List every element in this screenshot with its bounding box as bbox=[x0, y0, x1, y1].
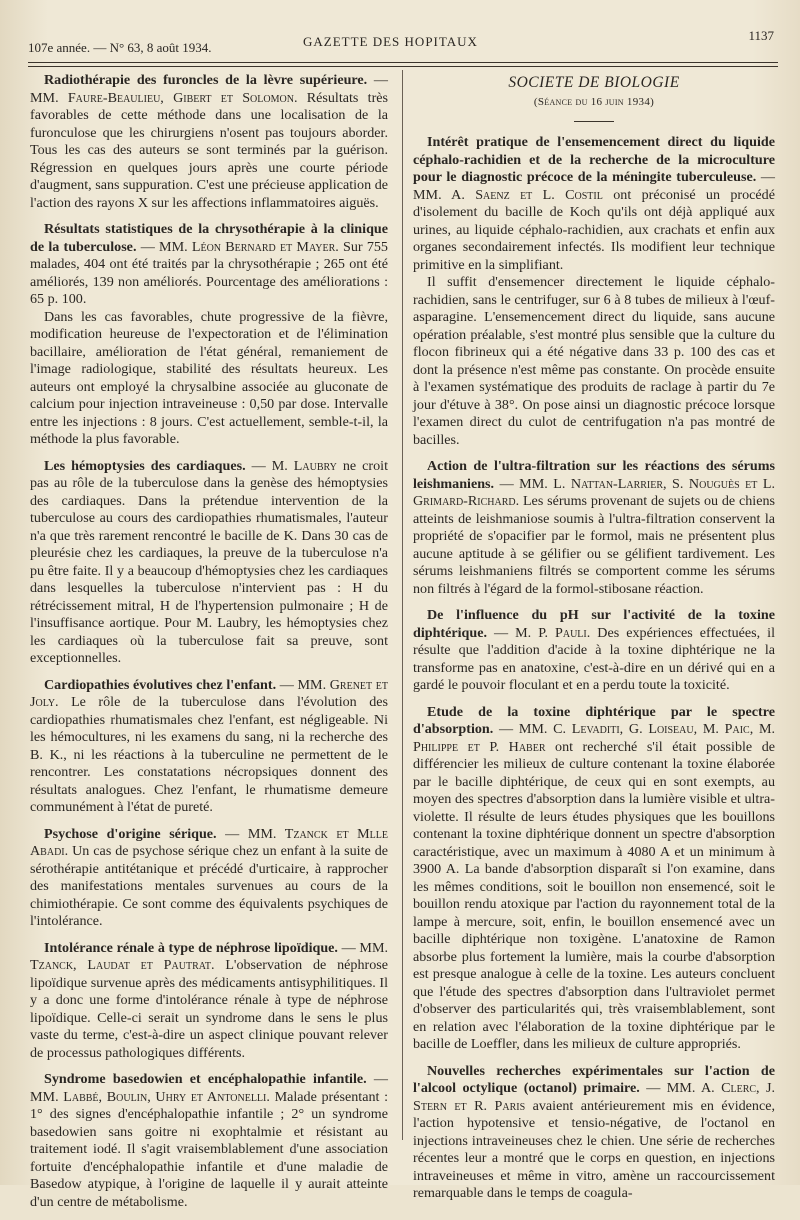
article-text: ont recherché s'il était possible de différencier les milieux de culture contenant la toxine élaborée par le bacille diphtérique, de ceux qui en sont exempts, au moyen des spectres d'absorption dans la lumière visible et ultra-violette. Il résulte de leurs études physiques que les bouillons contenant la toxine diphtérique donnent un spectre d'absorption caractéristique, avec un maximum à 4080 A et un minimum à 3900 A. La bande d'absorption disparaît si l'on examine, dans les mêmes conditions, soit le bouillon non ensemencé, soit le bouillon rendu atoxique par l'action du rayonnement total de la lampe à mercure, soit, enfin, le bouillon ensemencé avec un bacille diphtérique non toxigène. L'anatoxine de Ramon absorbe plus fortement la lumière, mais la courbe d'absorption est presque analogue à celle de la toxine. Les auteurs concluent que l'étude des spectres d'absorption dans l'ultraviolet permet d'observer des particularités qui, très vraisemblablement, sont en relation avec l'élaboration de la toxine diphtérique par le bacille de Loeffler, dans les milieux de culture appropriés. bbox=[413, 738, 775, 1052]
section-title: SOCIETE DE BIOLOGIE bbox=[508, 74, 680, 91]
article-authors: MM. A. Clerc, J. Stern et R. Paris bbox=[413, 1080, 775, 1114]
article bbox=[30, 221, 388, 449]
article-authors: M. Laubry bbox=[271, 457, 337, 474]
article-authors: MM. Tzanck et Mlle Abadi. bbox=[30, 825, 389, 859]
article-text: Des expériences effectuées, il résulte que l'addition d'acide à la toxine diphtérique ne la transforme pas en anatoxine, c'est-à-dire en un dérivé qui en a gardé le pouvoir floculant et en a perdu toute la toxicité. bbox=[413, 624, 775, 693]
article-paragraph: De l'influence du pH sur l'activité de la toxine diphtérique. — M. P. Pauli. Des expériences effectuées, il résulte que l'addition d'acide à la toxine diphtérique ne la transforme pas en anatoxine, c'est-à-dire en un dérivé qui en a gardé le pouvoir floculant et en a perdu toute la toxicité. bbox=[413, 607, 775, 693]
article bbox=[30, 826, 388, 931]
left-column bbox=[30, 72, 388, 1220]
article-text: Malade présentant : 1° des signes d'encéphalopathie infantile ; 2° un syndrome basedowien sans goitre ni exophtalmie et résistant au traitement iodé. Il s'agit vraisemblablement d'une association fortuite d'encéphalopathie infantile et d'une maladie de Basedow atypique, à l'origine de laquelle il y aurait atteinte d'un centre de métabolisme. bbox=[30, 1088, 388, 1210]
article-paragraph: Psychose d'origine sérique. — MM. Tzanck et Mlle Abadi. Un cas de psychose sérique chez un enfant à la suite de sérothérapie antitétanique et précédé d'urticaire, à rapprocher des manifestations mentales survenues au cours de la chimiothérapie. Ce sont comme des équivalents psychiques de l'intolérance. bbox=[30, 825, 389, 929]
article-title: Syndrome basedowien et encéphalopathie infantile. bbox=[44, 1071, 367, 1087]
article-authors: M. P. Pauli. bbox=[515, 624, 591, 641]
article-authors: MM. Léon Bernard et Mayer. bbox=[159, 238, 339, 255]
article-paragraph: Les hémoptysies des cardiaques. — M. Laubry ne croit pas au rôle de la tuberculose dans la genèse des hémoptysies des cardiaques. Dans la prétendue intervention de la tuberculose au cours des cardiopathies rhumatismales, l'auteur n'a que très rarement rencontré le bacille de K. Dans 30 cas de pleurésie chez les cardiaques, la preuve de la tuberculose n'a pu être faite. Il y a beaucoup d'hémoptysies chez les cardiaques dans lesquelles la tuberculose n'intervient pas : H du rétrécissement mitral, H de l'hypertension pulmonaire ; H de l'insuffisance aortique. Pour M. Laubry, les hémoptysies chez les cardiaques où la tuberculose fait sa preuve, sont exceptionnelles. bbox=[30, 457, 389, 666]
article bbox=[413, 704, 775, 1054]
article-title: Cardiopathies évolutives chez l'enfant. bbox=[44, 676, 277, 693]
article-title: De l'influence du pH sur l'activité de la toxine diphtérique. bbox=[413, 607, 775, 641]
article-paragraph: Nouvelles recherches expérimentales sur l'action de l'alcool octylique (octanol) primaire. — MM. A. Clerc, J. Stern et R. Paris avaient antérieurement mis en évidence, l'action hypotensive et tensio-négative, de l'octanol en injections intraveineuses chez le chien. Une série de recherches récentes leur a montré que le corps en question, en injections intraveineuses et même in vitro, amène un raccourcissement remarquable dans le temps de coagula- bbox=[413, 1062, 775, 1201]
article-authors: MM. Grenet et Joly. bbox=[30, 676, 389, 710]
column-divider bbox=[402, 70, 403, 1140]
article bbox=[413, 458, 775, 598]
article-text: Résultats très favorables de cette méthode dans une localisation de la furonculose que les chirurgiens n'osent pas toujours aborder. Tous les cas des auteurs se sont terminés par la guérison. Régression en quelques jours après une courte période d'augment, sans suppuration. C'est une précieuse application de l'action des rayons X sur les affections inflammatoires aiguës. bbox=[30, 89, 388, 211]
article-title: Les hémoptysies des cardiaques. bbox=[44, 457, 246, 474]
article bbox=[30, 677, 388, 817]
article-authors: MM. A. Saenz et L. Costil bbox=[413, 186, 603, 203]
article bbox=[413, 607, 775, 695]
article-text: Un cas de psychose sérique chez un enfant à la suite de sérothérapie antitétanique et précédé d'urticaire, à rapprocher des manifestations mentales survenues au cours de la chimiothérapie. Ce sont comme des équivalents psychiques de l'intolérance. bbox=[30, 843, 388, 929]
article-text: avaient antérieurement mis en évidence, l'action hypotensive et tensio-négative, de l'octanol en injections intraveineuses chez le chien. Une série de recherches récentes leur a montré que le corps en question, en injections intraveineuses et même in vitro, amène un raccourcissement remarquable dans le temps de coagula- bbox=[413, 1097, 775, 1201]
article-paragraph: Cardiopathies évolutives chez l'enfant. — MM. Grenet et Joly. Le rôle de la tuberculose dans l'évolution des cardiopathies rhumatismales chez l'enfant, est négligeable. Ni les hémocultures, ni les examens du sang, ni la recherche des B. K., ni les réactions à la tuberculine ne permettent de le rencontrer. Les constatations nécropsiques donnent des résultats analogues. Chez l'enfant, le rhumatisme demeure communément à l'état de pureté. bbox=[30, 676, 389, 815]
article-paragraph: Intolérance rénale à type de néphrose lipoïdique. — MM. Tzanck, Laudat et Pautrat. L'observation de néphrose lipoïdique survenue après des médicaments antisyphilitiques. Il y a donc une forme d'intolérance rénale à type de néphrose lipoïdique. Celle-ci serait un syndrome dans le sens le plus vaste du terme, c'est-à-dire un aspect clinique pouvant relever de processus pathologiques différents. bbox=[30, 939, 389, 1061]
article-paragraph: Action de l'ultra-filtration sur les réactions des sérums leishmaniens. — MM. L. Nattan-Larrier, S. Nouguès et L. Grimard-Richard. Les sérums provenant de sujets ou de chiens atteints de leishmaniose soumis à l'ultra-filtration conservent la propriété de s'opacifier par le formol, mais ne présentent plus aucune aptitude à se gélifier ou se gélifient tardivement. Les sérums leishmaniens filtrés se comportent comme les sérums non filtrés à l'égard de la formol-stibosane réaction. bbox=[413, 458, 776, 597]
article-authors: MM. Faure-Beaulieu, Gibert et Solomon. bbox=[30, 89, 298, 106]
issue-info: 107e année. — N° 63, 8 août 1934. bbox=[28, 40, 212, 55]
article-paragraph: Syndrome basedowien et encéphalopathie infantile. — MM. Labbé, Boulin, Uhry et Antonelli. Malade présentant : 1° des signes d'encéphalopathie infantile ; 2° un syndrome basedowien sans goitre ni exophtalmie et résistant au traitement iodé. Il s'agit vraisemblablement d'une association fortuite d'encéphalopathie infantile et d'une maladie de Basedow atypique, à l'origine de laquelle il y aurait atteinte d'un centre de métabolisme. bbox=[30, 1071, 388, 1210]
article-title: Résultats statistiques de la chrysothérapie à la clinique de la tuberculose. bbox=[30, 221, 388, 255]
article-paragraph: Il suffit d'ensemencer directement le liquide céphalo-rachidien, sans le centrifuger, sur 6 à 8 tubes de milieux à l'œuf-asparagine. L'ensemencement direct du liquide, sans aucune opération préalable, s'est montré plus sensible que la culture du flocon fibrineux qui a été négative dans 33 p. 100 des cas et dont la présence n'est même pas constante. On procède ensuite à l'examen systématique des produits de raclage à partir du 7e jour d'étuve à 38°. On pose ainsi un diagnostic précoce lorsque l'examen direct du culot de centrifugation n'a pas montré de bacilles. bbox=[413, 274, 775, 448]
publication-title: GAZETTE DES HOPITAUX bbox=[303, 34, 478, 49]
article-title: Psychose d'origine sérique. bbox=[44, 825, 217, 842]
header-rule-top bbox=[28, 62, 778, 63]
page-number: 1137 bbox=[748, 28, 774, 43]
article-text: ont préconisé un procédé d'isolement du bacille de Koch qu'ils ont déjà appliqué aux urines, au liquide céphalo-rachidien, aux crachats et enfin aux organes secondairement infectés. Ils modifient leur technique primitive en la simplifiant. bbox=[413, 186, 775, 273]
article-text: Les sérums provenant de sujets ou de chiens atteints de leishmaniose soumis à l'ultra-filtration conservent la propriété de s'opacifier par le formol, mais ne présentent plus aucune aptitude à se gélifier ou se gélifient tardivement. Les sérums leishmaniens filtrés se comportent comme les sérums non filtrés à l'égard de la formol-stibosane réaction. bbox=[413, 493, 775, 597]
article-title: Etude de la toxine diphtérique par le spectre d'absorption. bbox=[413, 703, 775, 737]
article-authors: MM. Tzanck, Laudat et Pautrat. bbox=[30, 939, 389, 973]
article bbox=[413, 1063, 775, 1203]
article-authors: MM. C. Levaditi, G. Loiseau, M. Paic, M. Philippe et P. Haber bbox=[413, 721, 775, 755]
article-paragraph: Résultats statistiques de la chrysothérapie à la clinique de la tuberculose. — MM. Léon Bernard et Mayer. Sur 755 malades, 404 ont été traités par la chrysothérapie ; 265 ont été améliorés, 139 non améliorés. Pourcentage des améliorations : 65 p. 100. bbox=[30, 221, 388, 307]
article-paragraph: Dans les cas favorables, chute progressive de la fièvre, modification heureuse de l'expectoration et de l'élimination bacillaire, amélioration de l'état général, remaniement de l'image radiologique, stabilité des résultats heureux. Les auteurs ont employé la chrysalbine associée au gluconate de calcium pour injection intraveineuse : 0,50 par dose. Intervalle entre les injections : 8 jours. C'est actuellement, semble-t-il, la méthode la plus favorable. bbox=[30, 308, 388, 447]
article bbox=[30, 940, 388, 1063]
article bbox=[30, 72, 388, 212]
article-title: Nouvelles recherches expérimentales sur l'action de l'alcool octylique (octanol) primaire. bbox=[413, 1062, 775, 1096]
article-paragraph: Etude de la toxine diphtérique par le spectre d'absorption. — MM. C. Levaditi, G. Loiseau, M. Paic, M. Philippe et P. Haber ont recherché s'il était possible de différencier les milieux de culture contenant la toxine élaborée par le bacille diphtérique, de ceux qui en sont exempts, au moyen des spectres d'absorption dans la lumière visible et ultra-violette. Il résulte de leurs études physiques que les bouillons contenant la toxine diphtérique donnent un spectre d'absorption caractéristique, avec un maximum à 4080 A et un minimum à 3900 A. La bande d'absorption disparaît si l'on examine, dans les mêmes conditions, soit le bouillon non ensemencé, soit le bouillon rendu atoxique par l'action du rayonnement total de la lampe à mercure, soit, enfin, le bouillon ensemencé avec un bacille diphtérique non toxigène. L'anatoxine de Ramon absorbe plus fortement la lumière, mais la courbe d'absorption est presque analogue à celle de la toxine. Les auteurs concluent que l'étude des spectres d'absorption dans l'ultraviolet permet d'observer des particularités qui, très vraisemblablement, sont en relation avec l'élaboration de la toxine diphtérique par le bacille de Loeffler, dans les milieux de culture appropriés. bbox=[413, 703, 775, 1052]
article bbox=[413, 134, 775, 449]
article-title: Action de l'ultra-filtration sur les réactions des sérums leishmaniens. bbox=[413, 458, 775, 492]
article-title: Intérêt pratique de l'ensemencement direct du liquide céphalo-rachidien et de la recherche de la microculture pour le diagnostic précoce de la méningite tuberculeuse. bbox=[413, 134, 775, 185]
section-subtitle: (Séance du 16 juin 1934) bbox=[533, 95, 655, 108]
section-divider bbox=[574, 121, 614, 122]
article-text: L'observation de néphrose lipoïdique survenue après des médicaments antisyphilitiques. Il y a donc une forme d'intolérance rénale à type de néphrose lipoïdique. Celle-ci serait un syndrome dans le sens le plus vaste du terme, c'est-à-dire un aspect clinique pouvant relever de processus pathologiques différents. bbox=[30, 957, 388, 1061]
article-authors: MM. L. Nattan-Larrier, S. Nouguès et L. Grimard-Richard. bbox=[413, 475, 776, 509]
header-rule-bottom bbox=[28, 66, 778, 67]
article-paragraph: Intérêt pratique de l'ensemencement direct du liquide céphalo-rachidien et de la recherche de la microculture pour le diagnostic précoce de la méningite tuberculeuse. — MM. A. Saenz et L. Costil ont préconisé un procédé d'isolement du bacille de Koch qu'ils ont déjà appliqué aux urines, au liquide céphalo-rachidien, aux crachats et enfin aux organes secondairement infectés. Ils modifient leur technique primitive en la simplifiant. bbox=[413, 134, 775, 273]
article bbox=[30, 1071, 388, 1211]
article-paragraph: Radiothérapie des furoncles de la lèvre supérieure. — MM. Faure-Beaulieu, Gibert et Solomon. Résultats très favorables de cette méthode dans une localisation de la furonculose que les chirurgiens n'osent pas toujours aborder. Tous les cas des auteurs se sont terminés par la guérison. Régression en quelques jours après une courte période d'augment, sans suppuration. C'est une précieuse application de l'action des rayons X sur les affections inflammatoires aiguës. bbox=[30, 72, 388, 211]
article-title: Radiothérapie des furoncles de la lèvre supérieure. bbox=[44, 72, 368, 88]
article-text: ne croit pas au rôle de la tuberculose dans la genèse des hémoptysies des cardiaques. Dans la prétendue intervention de la tuberculose au cours des cardiopathies rhumatismales, l'auteur n'a que très rarement rencontré le bacille de K. Dans 30 cas de pleurésie chez les cardiaques, la preuve de la tuberculose n'a pu être faite. Il y a beaucoup d'hémoptysies chez les cardiaques dans lesquelles la tuberculose n'intervient pas : H du rétrécissement mitral, H de l'hypertension pulmonaire ; H de l'insuffisance aortique. Pour M. Laubry, les hémoptysies chez les cardiaques où la tuberculose fait sa preuve, sont exceptionnelles. bbox=[30, 457, 389, 666]
article-text: Sur 755 malades, 404 ont été traités par la chrysothérapie ; 265 ont été améliorés, 139 non améliorés. Pourcentage des améliorations : 65 p. 100. bbox=[30, 238, 388, 307]
article bbox=[30, 458, 388, 668]
right-articles bbox=[413, 134, 775, 1203]
page-header bbox=[28, 28, 778, 56]
right-column bbox=[413, 72, 775, 1212]
article-title: Intolérance rénale à type de néphrose lipoïdique. bbox=[44, 939, 338, 956]
article-text: Le rôle de la tuberculose dans l'évolution des cardiopathies rhumatismales chez l'enfant, est négligeable. Ni les hémocultures, ni les examens du sang, ni la recherche des B. K., ni les réactions à la tuberculine ne permettent de le rencontrer. Les constatations nécropsiques donnent des résultats analogues. Chez l'enfant, le rhumatisme demeure communément à l'état de pureté. bbox=[30, 694, 388, 815]
article-authors: MM. Labbé, Boulin, Uhry et Antonelli. bbox=[30, 1088, 270, 1105]
